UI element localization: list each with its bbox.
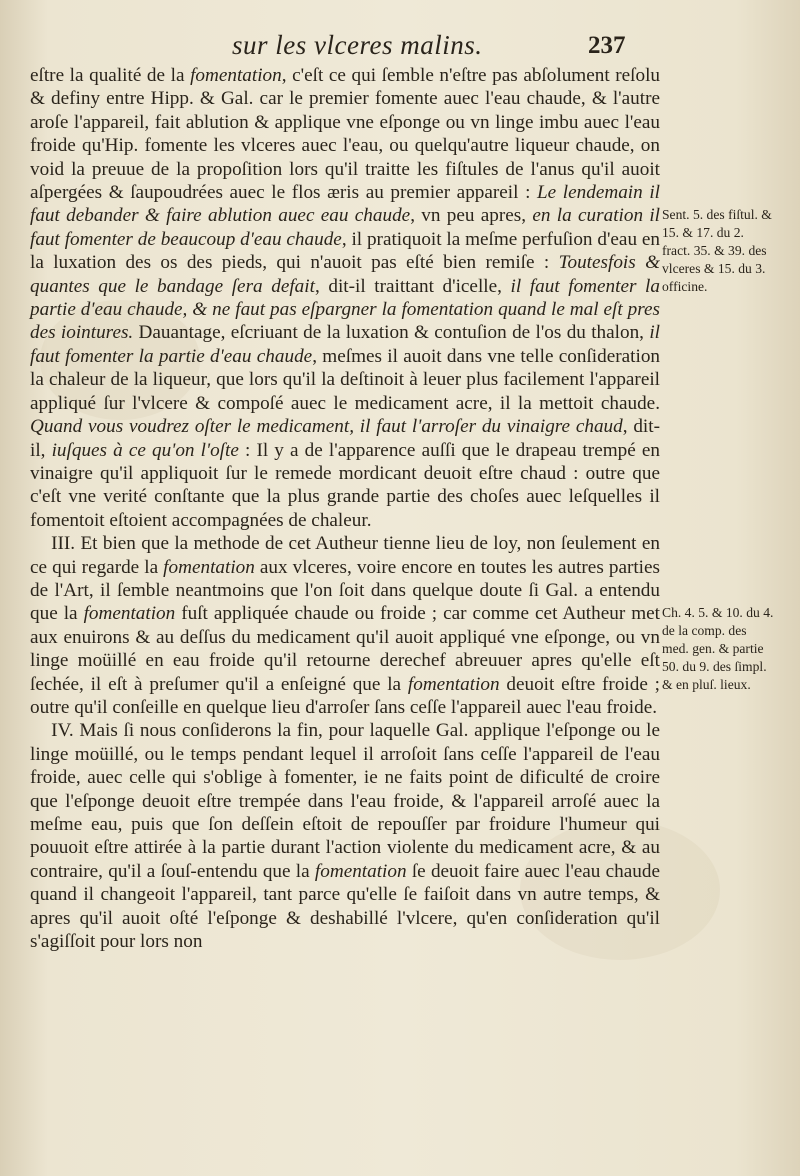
text-run: eſtre la qualité de la	[30, 65, 191, 86]
paragraph-1	[30, 64, 660, 532]
text-run: IV. Mais ſi nous conſiderons la fin, pour laquelle Gal. applique l'eſponge ou le linge moüillé, ou le temps pendant lequel il arroſoit ſans ceſſe l'appareil de l'eau froide, auec celle qui s'oblige à fomenter, ie ne faits point de dificulté de croire que l'eſponge deuoit eſtre trempée dans l'eau froide, & l'appareil arroſé auec la meſme eau, puis que ſon deſſein eſtoit de repouſſer par froidure l'humeur qui pouuoit eſtre attirée à la partie durant l'action violente du medicament acre, & au contraire, qu'il a ſouſ-entendu que la	[30, 720, 660, 882]
text-run: : Il y a de l'apparence auſſi que le drapeau trempé en vinaigre qu'il appliquoit ſur le remede mordicant deuoit eſtre chaud : outre que c'eſt vne verité conſtante que la plus grande partie des choſes auec leſquelles il fomentoit eſtoient accompagnées de chaleur.	[30, 439, 660, 531]
italic-run: fomentation	[83, 603, 176, 625]
italic-run: il faut fomenter la partie d'eau chaude	[30, 322, 660, 367]
text-run: fuſt appliquée chaude ou froide ; car comme cet Autheur met aux enuirons & au deſſus du medicament qu'il auoit appliqué vne eſponge, ou vn linge moüillé en eau froide qu'il retourne derechef abreuuer apres qu'elle eſt ſechée, il eſt à preſumer qu'il a enſeigné que la	[30, 603, 660, 695]
italic-run: iuſques à ce qu'on l'oſte	[51, 439, 239, 461]
italic-run: fomentation	[190, 65, 282, 86]
text-run: , c'eſt ce qui ſemble n'eſtre pas abſolument reſolu & definy entre Hipp. & Gal. car le premier fomente auec l'eau chaude, & l'autre aroſe l'appareil, fait ablution & applique vne eſponge ou vn linge imbu auec l'eau froide qu'Hip. fomente les vlceres auec l'eau, ou quelqu'autre liqueur chaude, on void la preuue de la propoſition lors qu'il traitte les fiſtules de l'anus qu'il auoit aſpergées & ſaupoudrées auec le flos æris au premier appareil :	[30, 65, 660, 204]
paragraph-3	[30, 532, 660, 719]
page-number: 237	[588, 32, 626, 59]
text-run: , dit-il traittant d'icelle,	[314, 275, 511, 297]
page-header	[0, 30, 800, 64]
italic-run: fomentation	[407, 673, 500, 695]
italic-run: Quand vous voudrez oſter le medicament, il faut l'arroſer du vinaigre chaud	[30, 416, 623, 438]
text-run: , vn peu apres,	[410, 205, 533, 227]
margin-note-1: Sent. 5. des fiſtul. & 15. & 17. du 2. fract. 35. & 39. des vlceres & 15. du 3. officine.	[662, 207, 772, 294]
main-text	[30, 64, 660, 953]
text-run: ſe deuoit faire auec l'eau chaude quand il changeoit l'appareil, tant parce qu'elle ſe faiſoit dans vn autre temps, & apres qu'il auoit oſté l'eſponge & deshabillé l'vlcere, qu'en conſideration qu'il s'agiſſoit pour lors non	[30, 860, 660, 953]
text-run: , dit-il,	[30, 416, 660, 461]
margin-note-2: Ch. 4. 5. & 10. du 4. de la comp. des med. gen. & partie 50. du 9. des ſimpl. & en pluſ. lieux.	[662, 605, 774, 692]
text-run: , meſmes il auoit dans vne telle conſideration la chaleur de la liqueur, que lors qu'il la deſtinoit à leuer plus facilement l'appareil appliqué ſur l'vlcere & compoſé auec le medicament acre, il la mettoit chaude.	[30, 345, 661, 414]
italic-run: en la curation il faut fomenter de beaucoup d'eau chaude	[30, 205, 661, 250]
text-run: Dauantage, eſcriuant de la luxation & contuſion de l'os du thalon,	[133, 322, 650, 344]
text-run: deuoit eſtre froide ; outre qu'il conſeille en quelque lieu d'arroſer ſans ceſſe l'appareil auec l'eau froide.	[30, 673, 660, 718]
text-run: aux vlceres, voire encore en toutes les autres parties de l'Art, il ſemble neantmoins que l'on ſoit dans quelque doute ſi Gal. a entendu que la	[30, 556, 660, 625]
text-run: , il pratiquoit la meſme perfuſion d'eau en la luxation des os des pieds, qui n'auoit pas eſté bien remiſe :	[30, 228, 660, 274]
italic-run: Toutesfois & quantes que le bandage ſera defait	[30, 252, 661, 297]
text-run: III. Et bien que la methode de cet Autheur tienne lieu de loy, non ſeulement en ce qui regarde la	[30, 533, 660, 578]
italic-run: Le lendemain il faut debander & faire ablution auec eau chaude	[30, 182, 660, 227]
paragraph-4	[30, 719, 660, 953]
italic-run: il faut fomenter la partie d'eau chaude, & ne faut pas eſpargner la fomentation quand le mal eſt pres des iointures.	[30, 275, 660, 344]
italic-run: fomentation	[163, 556, 255, 578]
italic-run: fomentation	[314, 860, 407, 882]
running-title: sur les vlceres malins.	[232, 30, 483, 60]
